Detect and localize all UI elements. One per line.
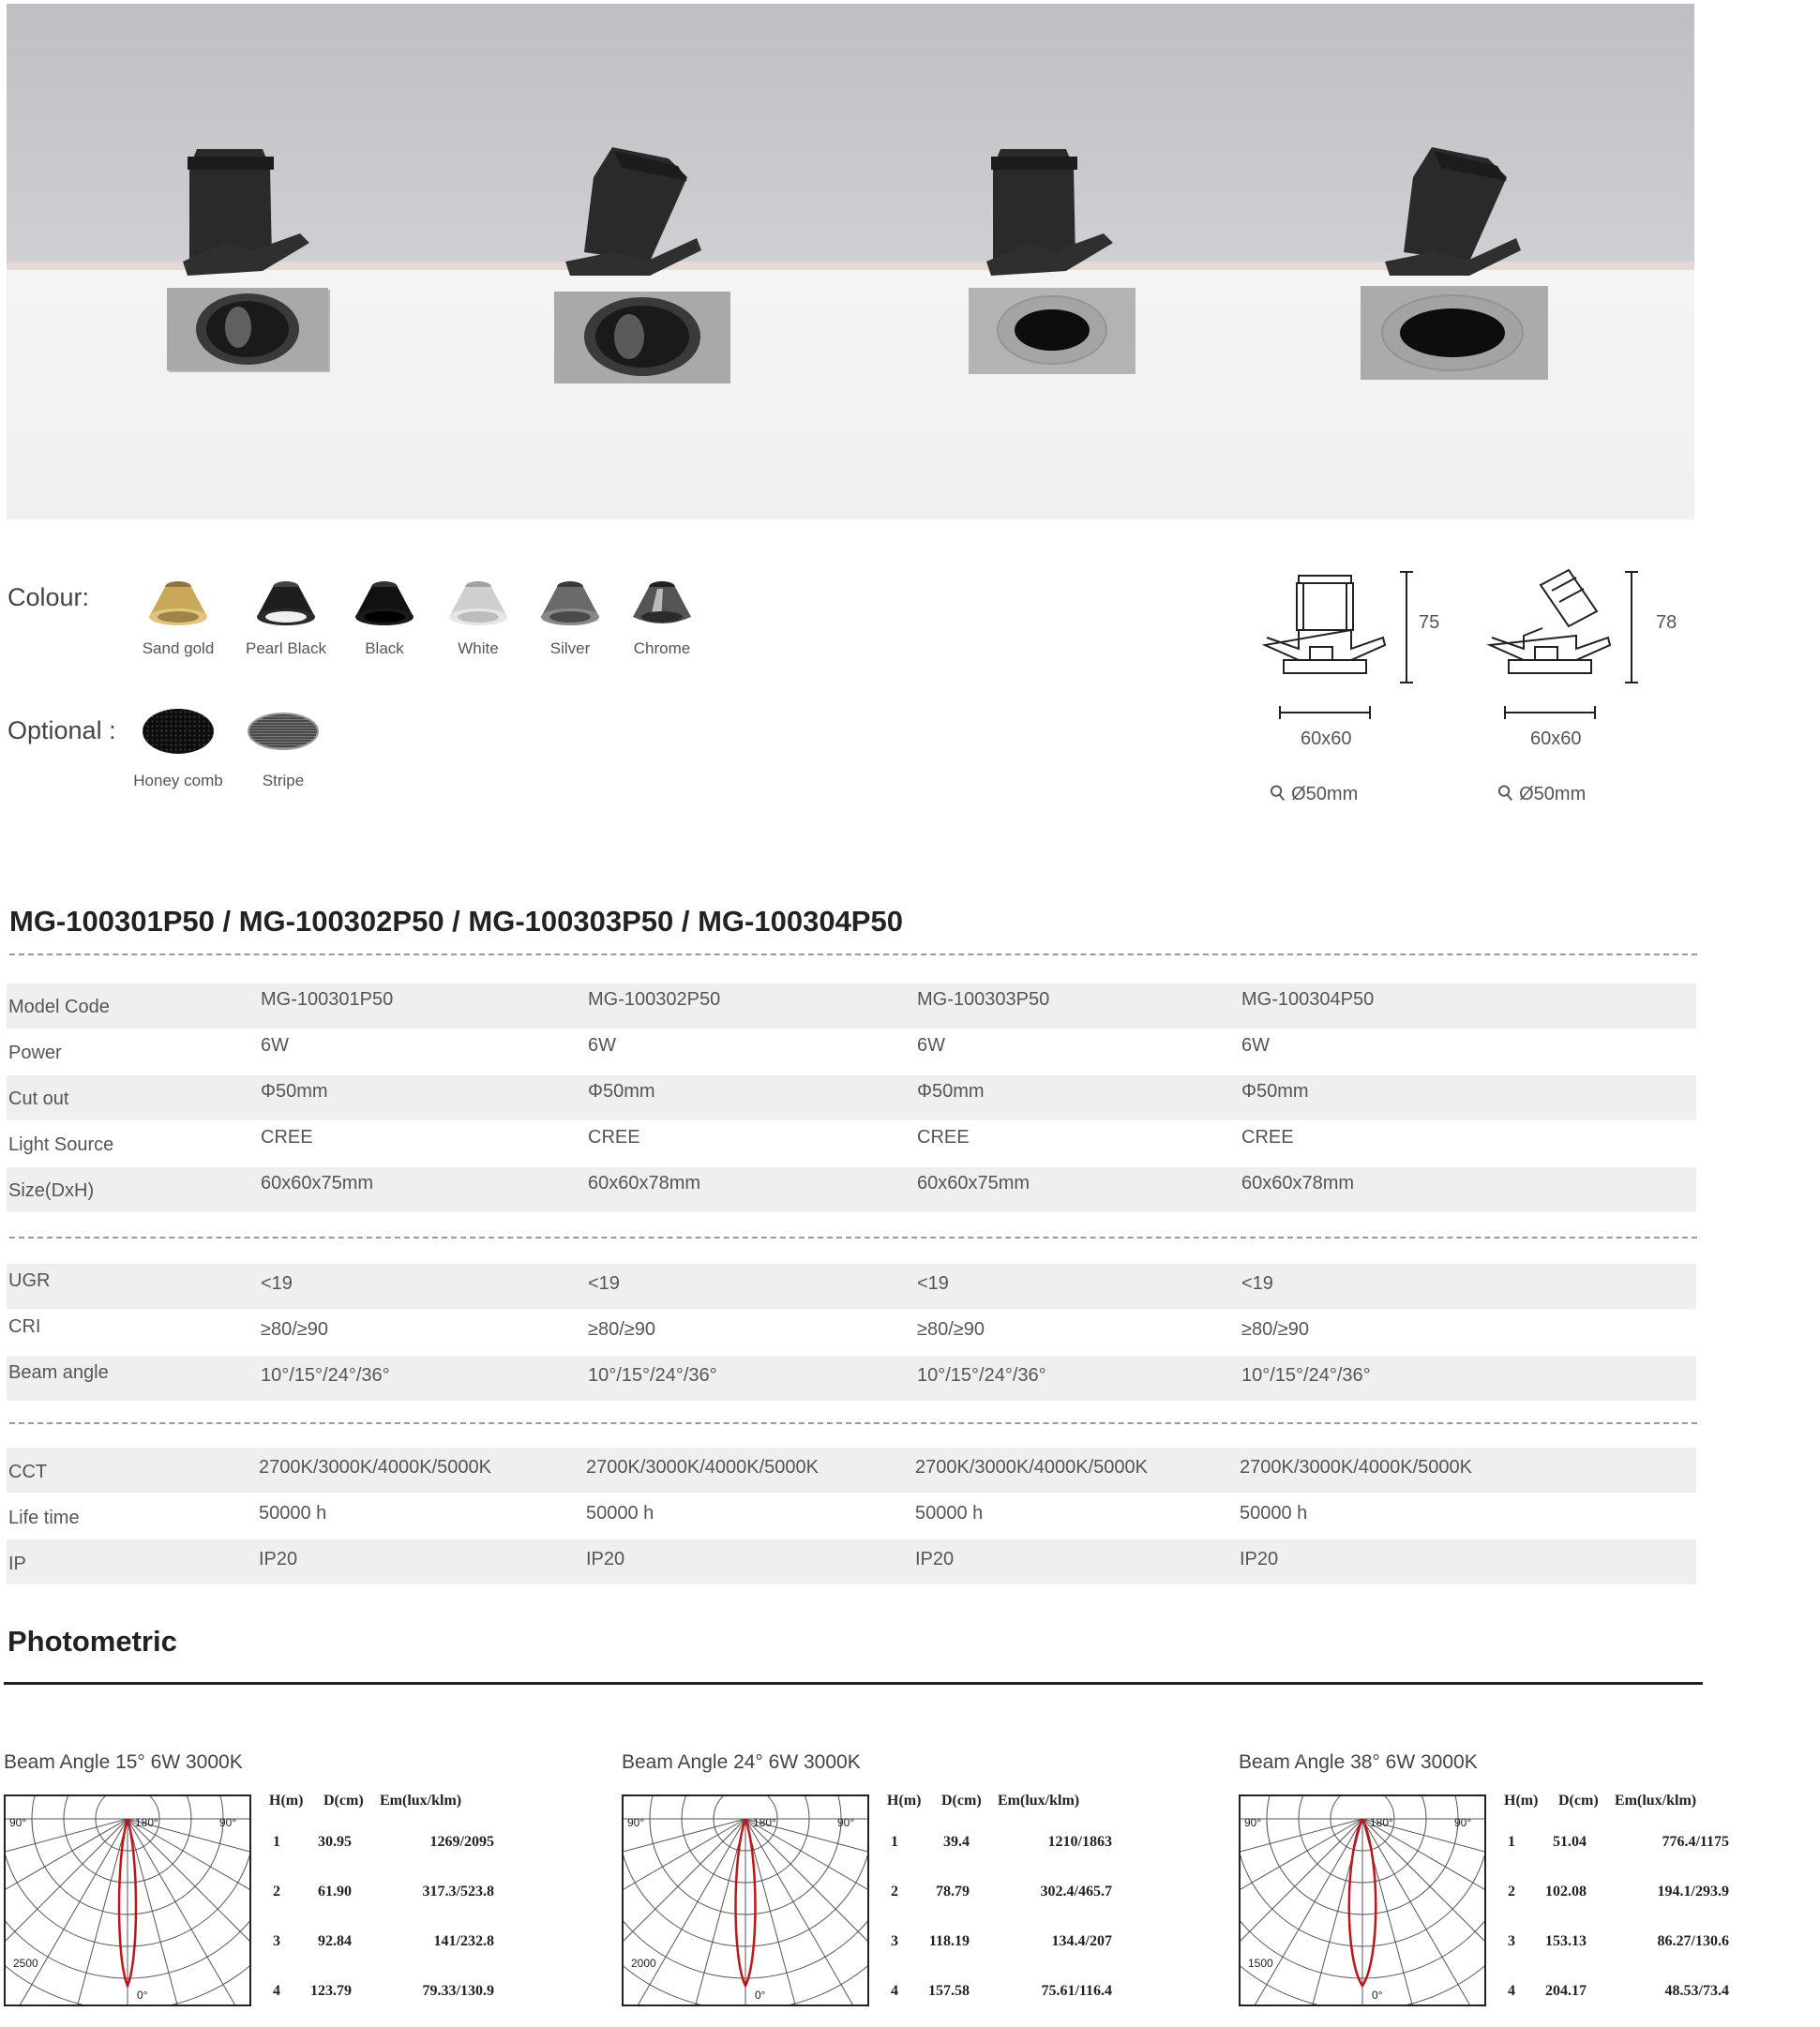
- photometric-cell: 61.90: [318, 1884, 352, 1899]
- fixture-1-image: [141, 140, 347, 393]
- fixture-2-image: [528, 140, 734, 393]
- swatch-pearl-black[interactable]: [230, 574, 342, 658]
- cutout-tilted: [1492, 778, 1587, 807]
- spec-value: ≥80/≥90: [917, 1319, 985, 1340]
- spec-label: Model Code: [8, 997, 110, 1017]
- photometric-cell: 79.33/130.9: [422, 1983, 494, 1999]
- spec-label: UGR: [8, 1270, 51, 1291]
- spec-value: Φ50mm: [588, 1081, 655, 1102]
- spec-row-power: [7, 1029, 1696, 1074]
- spec-label: Cut out: [8, 1089, 69, 1109]
- angle-label-bottom: 0°: [755, 1989, 766, 2002]
- cutout-value: Ø50mm: [1519, 784, 1587, 804]
- spec-label: CRI: [8, 1316, 41, 1337]
- cutout-straight: [1264, 778, 1359, 807]
- photometric-cell: 3: [891, 1933, 898, 1949]
- polar-diagram: [622, 1794, 869, 2011]
- photometric-cell: 1: [891, 1834, 898, 1850]
- photometric-cell: 123.79: [310, 1983, 352, 1999]
- photometric-cell: 302.4/465.7: [1040, 1884, 1112, 1899]
- cutout-value: Ø50mm: [1291, 784, 1359, 804]
- honeycomb-icon: [141, 705, 216, 757]
- angle-label-left: 90°: [627, 1816, 645, 1829]
- photometric-cell: 157.58: [928, 1983, 970, 1999]
- spec-label: IP: [8, 1554, 26, 1574]
- spec-row-cut-out: [7, 1075, 1696, 1120]
- spec-value: CREE: [261, 1127, 313, 1148]
- fixture-3-image: [944, 140, 1151, 393]
- spec-value: IP20: [586, 1549, 625, 1569]
- straight-fixture-outline-icon: [1261, 563, 1421, 788]
- angle-label-top: 180°: [1370, 1816, 1393, 1829]
- angle-label-right: 90°: [837, 1816, 855, 1829]
- photometric-cell: 1210/1863: [1047, 1834, 1112, 1850]
- spec-value: 6W: [261, 1035, 289, 1056]
- swatch-label: Pearl Black: [246, 639, 326, 657]
- spec-value: CREE: [917, 1127, 970, 1148]
- pearl-black-reflector-icon: [253, 574, 319, 630]
- angle-label-right: 90°: [1454, 1816, 1472, 1829]
- spec-value: CREE: [1241, 1127, 1294, 1148]
- photometric-caption: Beam Angle 15° 6W 3000K: [4, 1751, 243, 1773]
- spec-value: 60x60x78mm: [1241, 1173, 1355, 1194]
- scale-label: 2000: [631, 1957, 656, 1970]
- photometric-caption: Beam Angle 38° 6W 3000K: [1239, 1751, 1478, 1773]
- photometric-cell: 1269/2095: [429, 1834, 494, 1850]
- spec-row-cri: [7, 1310, 1696, 1355]
- polar-diagram: [4, 1794, 251, 2011]
- swatch-label: Silver: [549, 639, 591, 657]
- spec-row-ip: [7, 1539, 1696, 1584]
- product-model-title: MG-100301P50 / MG-100302P50 / MG-100303P50 / MG-100304P50: [9, 905, 903, 938]
- angle-label-right: 90°: [219, 1816, 237, 1829]
- spec-value: 10°/15°/24°/36°: [1241, 1365, 1371, 1386]
- swatch-label: White: [458, 639, 499, 657]
- fixture-4-image: [1347, 140, 1554, 393]
- photometric-cell: 30.95: [318, 1834, 352, 1850]
- photometric-cell: 75.61/116.4: [1041, 1983, 1112, 1999]
- photometric-cell: 78.79: [936, 1884, 970, 1899]
- photometric-header: Em(lux/klm): [1615, 1793, 1697, 1809]
- photometric-cell: 39.4: [943, 1834, 970, 1850]
- spec-row-life-time: [7, 1494, 1696, 1539]
- photometric-cell: 317.3/523.8: [422, 1884, 494, 1899]
- product-hero-image: [7, 4, 1694, 519]
- optional-stripe[interactable]: [227, 705, 339, 790]
- photometric-cell: 4: [273, 1983, 280, 1999]
- dashed-divider: [9, 953, 1697, 955]
- white-reflector-icon: [445, 574, 511, 630]
- photometric-heading: Photometric: [8, 1625, 177, 1658]
- spec-value: Φ50mm: [917, 1081, 985, 1102]
- chrome-reflector-icon: [629, 574, 695, 630]
- spec-value: <19: [1241, 1273, 1273, 1294]
- tilted-fixture-outline-icon: [1486, 563, 1646, 788]
- photometric-cell: 102.08: [1545, 1884, 1587, 1899]
- polar-diagram: [1239, 1794, 1486, 2011]
- optional-label-text: Honey comb: [133, 772, 223, 789]
- photometric-cell: 4: [891, 1983, 898, 1999]
- scale-label: 1500: [1248, 1957, 1273, 1970]
- photometric-header: Em(lux/klm): [380, 1793, 462, 1809]
- spec-value: Φ50mm: [1241, 1081, 1309, 1102]
- photometric-cell: 204.17: [1545, 1983, 1587, 1999]
- dashed-divider: [9, 1422, 1697, 1424]
- spec-value: CREE: [588, 1127, 640, 1148]
- angle-label-left: 90°: [9, 1816, 27, 1829]
- height-label-straight: 75: [1419, 612, 1440, 633]
- optional-label-text: Stripe: [262, 772, 305, 789]
- stripe-filter-icon: [246, 705, 321, 757]
- spec-value: IP20: [915, 1549, 955, 1569]
- spec-label: Life time: [8, 1508, 80, 1528]
- photometric-header: H(m): [269, 1793, 304, 1809]
- spec-label: Power: [8, 1043, 62, 1063]
- spec-label: Beam angle: [8, 1362, 109, 1383]
- photometric-cell: 92.84: [318, 1933, 352, 1949]
- photometric-header: H(m): [887, 1793, 922, 1809]
- spec-value: 6W: [917, 1035, 945, 1056]
- spec-value: 60x60x75mm: [917, 1173, 1030, 1194]
- spec-value: 10°/15°/24°/36°: [917, 1365, 1046, 1386]
- photometric-block-2: [622, 1751, 1203, 2023]
- photometric-cell: 1: [1508, 1834, 1515, 1850]
- photometric-cell: 3: [273, 1933, 280, 1949]
- spec-row-light-source: [7, 1121, 1696, 1166]
- photometric-header: D(cm): [323, 1793, 364, 1809]
- spec-label: Light Source: [8, 1134, 114, 1155]
- cutout-icon: ⚲: [1264, 778, 1291, 807]
- spec-row-model-code: [7, 983, 1696, 1029]
- spec-value: <19: [917, 1273, 949, 1294]
- spec-value: <19: [588, 1273, 620, 1294]
- scale-label: 2500: [13, 1957, 38, 1970]
- optional-label: Optional :: [8, 716, 116, 744]
- spec-value: <19: [261, 1273, 293, 1294]
- spec-row-size: [7, 1167, 1696, 1212]
- photometric-cell: 118.19: [928, 1933, 970, 1949]
- photometric-cell: 2: [1508, 1884, 1515, 1899]
- angle-label-top: 180°: [135, 1816, 158, 1829]
- photometric-header: Em(lux/klm): [998, 1793, 1080, 1809]
- spec-value: 60x60x75mm: [261, 1173, 374, 1194]
- photometric-cell: 2: [891, 1884, 898, 1899]
- spec-value: 60x60x78mm: [588, 1173, 701, 1194]
- angle-label-bottom: 0°: [137, 1989, 148, 2002]
- angle-label-bottom: 0°: [1372, 1989, 1383, 2002]
- swatch-label: Black: [365, 639, 404, 657]
- photometric-cell: 86.27/130.6: [1657, 1933, 1729, 1949]
- spec-value: ≥80/≥90: [588, 1319, 656, 1340]
- swatch-label: Chrome: [633, 639, 691, 657]
- spec-value: IP20: [1240, 1549, 1279, 1569]
- spec-label: CCT: [8, 1462, 48, 1482]
- photometric-rule: [4, 1682, 1703, 1685]
- photometric-block-1: [4, 1751, 585, 2023]
- colour-label: Colour:: [8, 583, 90, 611]
- spec-value: 10°/15°/24°/36°: [588, 1365, 717, 1386]
- black-reflector-icon: [352, 574, 417, 630]
- photometric-header: D(cm): [1558, 1793, 1599, 1809]
- silver-reflector-icon: [537, 574, 603, 630]
- swatch-sand-gold[interactable]: [122, 574, 234, 658]
- angle-label-top: 180°: [753, 1816, 776, 1829]
- width-label-tilted: 60x60: [1530, 728, 1582, 749]
- photometric-cell: 776.4/1175: [1662, 1834, 1729, 1850]
- spec-value: 50000 h: [1240, 1503, 1308, 1524]
- spec-value: MG-100304P50: [1241, 989, 1375, 1010]
- spec-value: 2700K/3000K/4000K/5000K: [259, 1457, 491, 1478]
- spec-value: 6W: [588, 1035, 616, 1056]
- width-label-straight: 60x60: [1301, 728, 1352, 749]
- spec-row-ugr: [7, 1264, 1696, 1309]
- optional-honey-comb[interactable]: [122, 705, 234, 790]
- spec-value: 50000 h: [259, 1503, 327, 1524]
- photometric-cell: 51.04: [1553, 1834, 1587, 1850]
- photometric-cell: 4: [1508, 1983, 1515, 1999]
- spec-value: IP20: [259, 1549, 298, 1569]
- spec-value: ≥80/≥90: [261, 1319, 329, 1340]
- spec-value: Φ50mm: [261, 1081, 328, 1102]
- spec-value: MG-100303P50: [917, 989, 1050, 1010]
- spec-value: 2700K/3000K/4000K/5000K: [1240, 1457, 1472, 1478]
- spec-value: MG-100301P50: [261, 989, 394, 1010]
- height-label-tilted: 78: [1656, 612, 1677, 633]
- cutout-icon: ⚲: [1492, 778, 1519, 807]
- photometric-header: H(m): [1504, 1793, 1539, 1809]
- photometric-cell: 194.1/293.9: [1657, 1884, 1729, 1899]
- dashed-divider: [9, 1237, 1697, 1239]
- sand-gold-reflector-icon: [145, 574, 211, 630]
- spec-value: ≥80/≥90: [1241, 1319, 1310, 1340]
- photometric-header: D(cm): [941, 1793, 982, 1809]
- spec-value: 10°/15°/24°/36°: [261, 1365, 390, 1386]
- spec-label: Size(DxH): [8, 1180, 95, 1201]
- photometric-cell: 134.4/207: [1051, 1933, 1112, 1949]
- swatch-label: Sand gold: [142, 639, 215, 657]
- spec-value: 2700K/3000K/4000K/5000K: [586, 1457, 819, 1478]
- photometric-caption: Beam Angle 24° 6W 3000K: [622, 1751, 861, 1773]
- photometric-cell: 2: [273, 1884, 280, 1899]
- photometric-block-3: [1239, 1751, 1820, 2023]
- spec-row-beam-angle: [7, 1356, 1696, 1401]
- spec-value: 50000 h: [915, 1503, 984, 1524]
- photometric-cell: 141/232.8: [433, 1933, 494, 1949]
- dimension-drawing-straight: [1261, 563, 1421, 792]
- spec-row-cct: [7, 1448, 1696, 1493]
- dimension-drawing-tilted: [1486, 563, 1646, 792]
- photometric-cell: 1: [273, 1834, 280, 1850]
- spec-value: 50000 h: [586, 1503, 654, 1524]
- spec-value: 2700K/3000K/4000K/5000K: [915, 1457, 1148, 1478]
- swatch-chrome[interactable]: [606, 574, 718, 658]
- photometric-cell: 3: [1508, 1933, 1515, 1949]
- photometric-cell: 48.53/73.4: [1664, 1983, 1729, 1999]
- photometric-cell: 153.13: [1545, 1933, 1587, 1949]
- spec-value: 6W: [1241, 1035, 1270, 1056]
- angle-label-left: 90°: [1244, 1816, 1262, 1829]
- spec-value: MG-100302P50: [588, 989, 721, 1010]
